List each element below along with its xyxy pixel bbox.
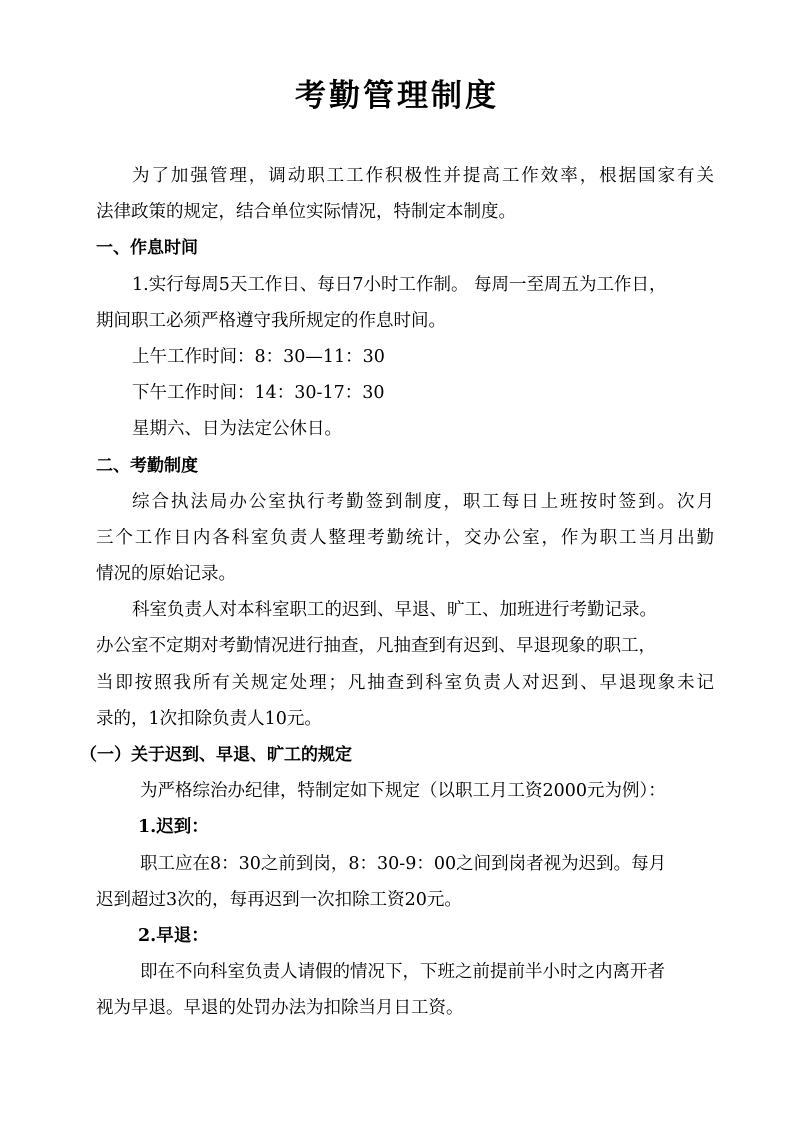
holiday-note: 星期六、日为法定公休日。: [132, 419, 342, 440]
paragraph-line: 办公室不定期对考勤情况进行抽查，凡抽查到有迟到、早退现象的职工，: [96, 636, 656, 657]
intro-line: 法律政策的规定，结合单位实际情况，特制定本制度。: [96, 202, 516, 223]
item-heading-early: 2.早退：: [138, 925, 209, 946]
document-title: 考勤管理制度: [295, 78, 499, 114]
paragraph-line: 三个工作日内各科室负责人整理考勤统计，交办公室，作为职工当月出勤: [96, 527, 714, 548]
item-heading-late: 1.迟到：: [138, 817, 209, 838]
paragraph-line: 迟到超过3次的，每再迟到一次扣除工资20元。: [96, 889, 462, 910]
afternoon-hours: 下午工作时间：14：30-17：30: [132, 383, 385, 404]
paragraph-line: 1.实行每周5天工作日、每日7小时工作制。 每周一至周五为工作日，: [132, 274, 667, 295]
document-body: [80, 158, 714, 1027]
section-heading: 一、作息时间: [96, 238, 198, 259]
paragraph-line: 综合执法局办公室执行考勤签到制度，职工每日上班按时签到。次月: [132, 491, 714, 512]
paragraph-line: 即在不向科室负责人请假的情况下，下班之前提前半小时之内离开者: [140, 962, 665, 983]
paragraph-line: 期间职工必须严格遵守我所规定的作息时间。: [96, 310, 446, 331]
subsection-heading: （一）关于迟到、早退、旷工的规定: [80, 745, 352, 765]
morning-hours: 上午工作时间：8：30—11：30: [132, 346, 385, 367]
paragraph-line: 情况的原始记录。: [96, 564, 236, 585]
paragraph-line: 录的，1次扣除负责人10元。: [96, 708, 322, 729]
paragraph-line: 当即按照我所有关规定处理；凡抽查到科室负责人对迟到、早退现象未记: [96, 672, 714, 693]
paragraph-line: 视为早退。早退的处罚办法为扣除当月日工资。: [96, 998, 464, 1019]
subsection-intro: 为严格综治办纪律，特制定如下规定（以职工月工资2000元为例）：: [140, 781, 666, 802]
section-heading: 二、考勤制度: [96, 455, 198, 476]
intro-line: 为了加强管理，调动职工工作积极性并提高工作效率，根据国家有关: [132, 166, 714, 186]
paragraph-line: 职工应在8：30之前到岗，8：30-9：00之间到岗者视为迟到。每月: [140, 853, 667, 874]
paragraph-line: 科室负责人对本科室职工的迟到、早退、旷工、加班进行考勤记录。: [132, 600, 657, 621]
